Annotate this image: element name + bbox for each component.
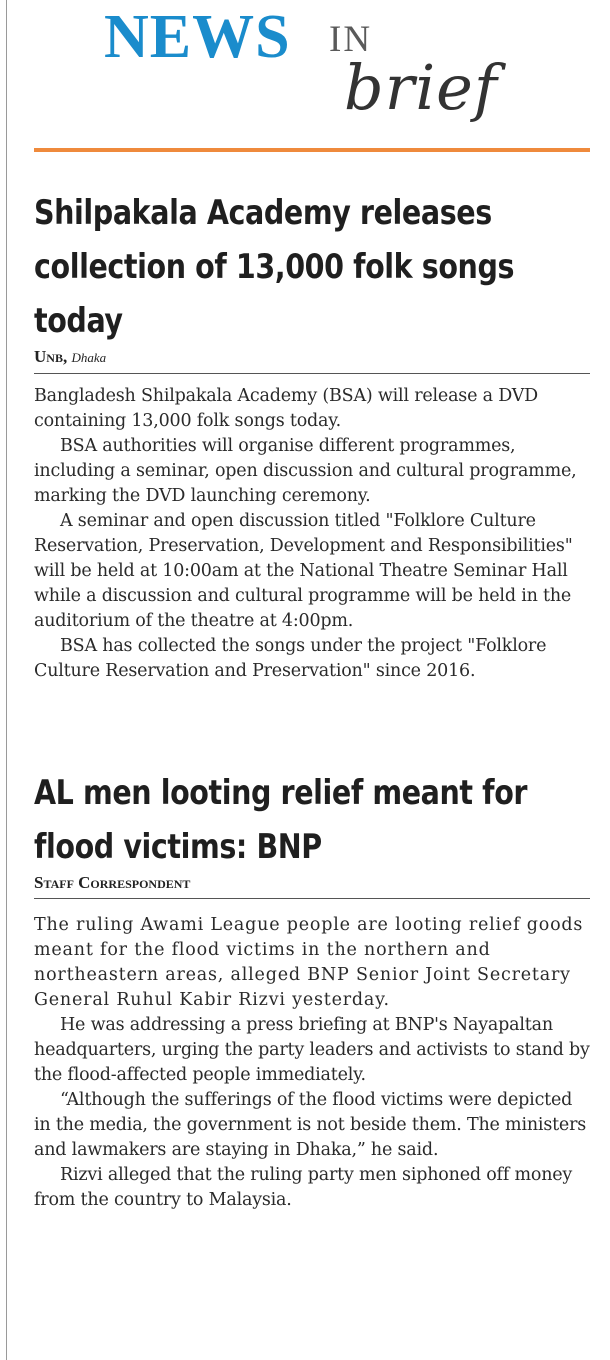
byline (34, 346, 590, 374)
headline-line: AL men looting relief meant for (34, 773, 528, 813)
byline-source: Unb, (34, 347, 68, 366)
paragraph: BSA authorities will organise different programmes, including a seminar, open discussion and cultural programme, marking the DVD launching ceremony. (34, 436, 577, 506)
paragraph: Rizvi alleged that the ruling party men siphoned off money from the country to Malaysia. (34, 1165, 573, 1210)
paragraph: The ruling Awami League people are looting relief goods meant for the flood victims in the northern and northeastern areas, alleged BNP Senior Joint Secretary General Ruhul Kabir Rizvi yesterday. (34, 915, 584, 1010)
masthead-divider (34, 148, 590, 152)
article-body (34, 913, 590, 1213)
paragraph: He was addressing a press briefing at BNP's Nayapaltan headquarters, urging the party leaders and activists to stand by the flood-affected people immediately. (34, 1015, 590, 1085)
masthead (104, 2, 584, 142)
byline (34, 872, 590, 899)
headline (34, 766, 588, 874)
headline-line: flood victims: BNP (34, 827, 322, 867)
article-bnp (34, 766, 590, 1213)
masthead-brief: brief (344, 51, 498, 124)
article-shilpakala (34, 186, 590, 684)
paragraph: BSA has collected the songs under the project "Folklore Culture Reservation and Preservation" since 2016. (34, 636, 547, 681)
column-rule (6, 0, 7, 1360)
headline-line: Shilpakala Academy releases (34, 193, 492, 233)
byline-source: Staff Correspondent (34, 873, 191, 892)
masthead-in: IN (329, 19, 373, 60)
headline-line: collection of 13,000 folk songs today (34, 247, 515, 341)
byline-location: Dhaka (71, 350, 107, 365)
masthead-news: NEWS (104, 3, 291, 71)
paragraph: Bangladesh Shilpakala Academy (BSA) will release a DVD containing 13,000 folk songs today. (34, 386, 538, 431)
headline (34, 186, 588, 348)
article-body (34, 384, 590, 684)
paragraph: “Although the sufferings of the flood victims were depicted in the media, the government is not beside them. The ministers and lawmakers are staying in Dhaka,” he said. (34, 1090, 587, 1160)
paragraph: A seminar and open discussion titled "Folklore Culture Reservation, Preservation, Development and Responsibilities" will be held at 10:00am at the National Theatre Seminar Hall while a discussion and cultural programme will be held in the auditorium of the theatre at 4:00pm. (34, 511, 573, 631)
